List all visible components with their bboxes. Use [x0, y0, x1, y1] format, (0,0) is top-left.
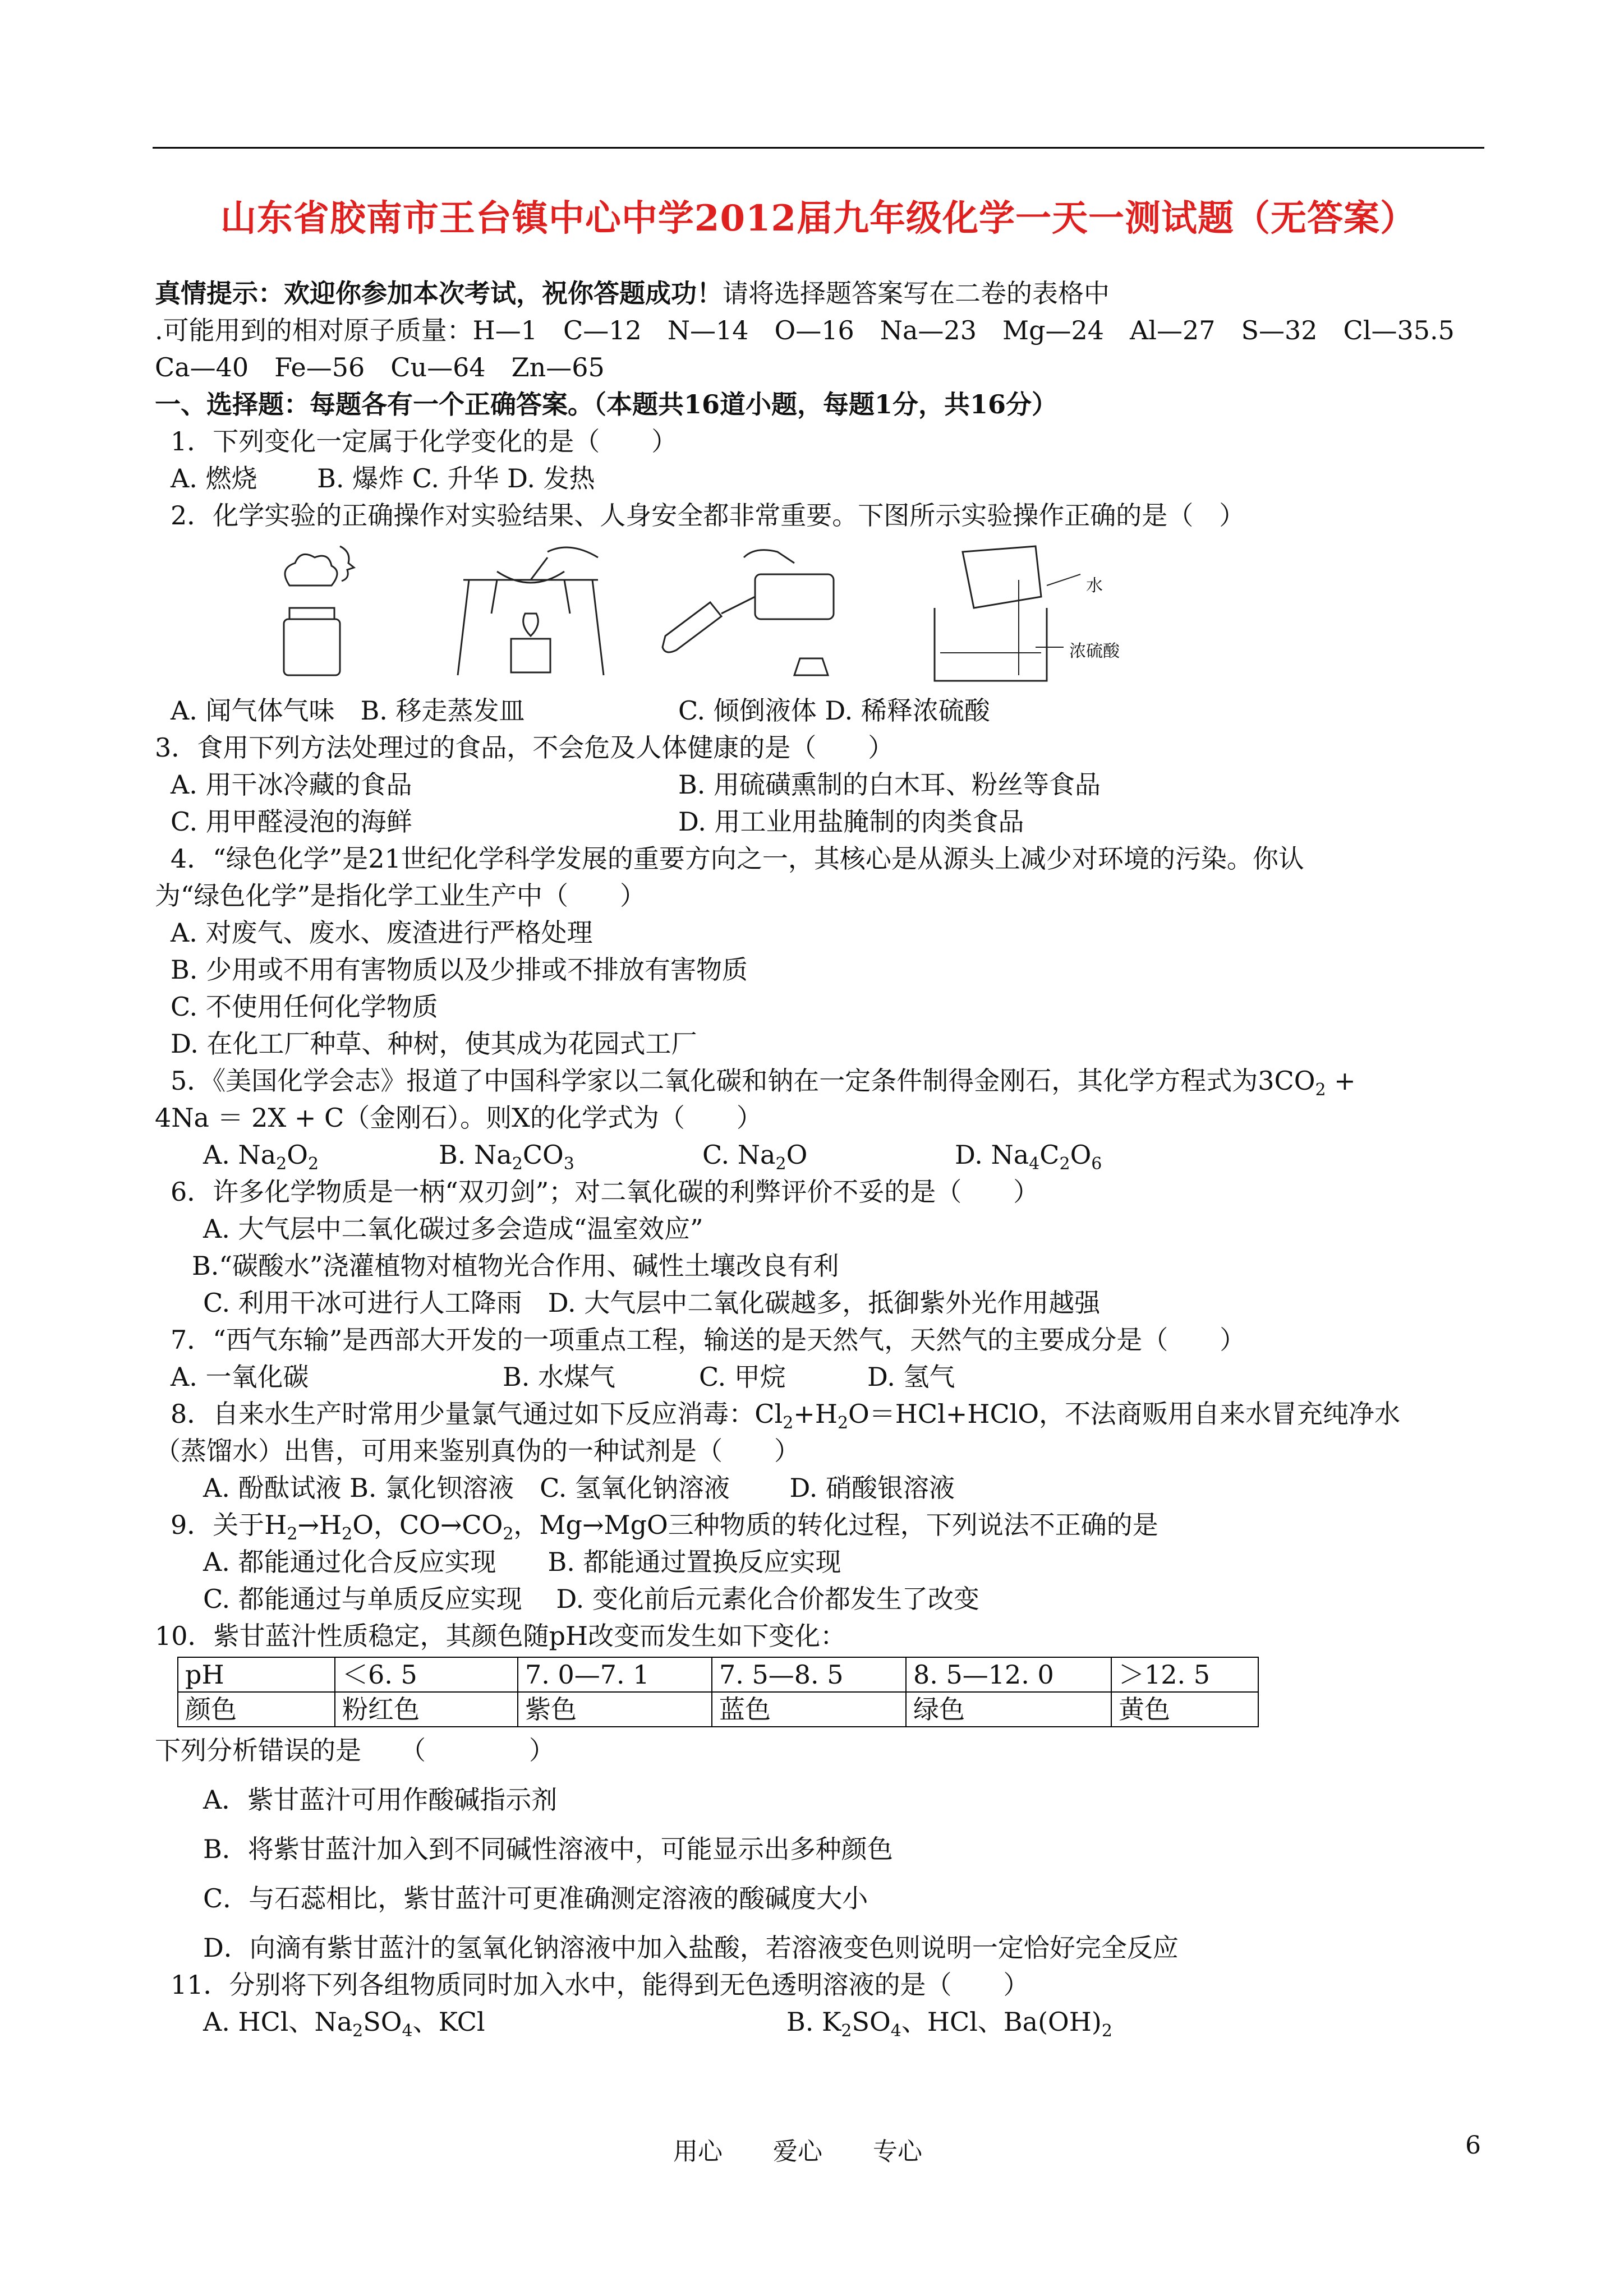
question-11-stem: 11．分别将下列各组物质同时加入水中，能得到无色透明溶液的是（ ）	[171, 1970, 1029, 2000]
atomic-mass-line-1: .可能用到的相对原子质量：H—1 C—12 N—14 O—16 Na—23 Mg—24 Al—27 S—32 Cl—35.5	[155, 315, 1455, 345]
question-2-stem: 2．化学实验的正确操作对实验结果、人身安全都非常重要。下图所示实验操作正确的是（ ）	[171, 500, 1245, 531]
question-11-options: A. HCl、$Na_2SO_4$、KCl B. $K_2SO_4$、HCl、$Ba(OH)_2$	[203, 2007, 1112, 2041]
question-1-options: A. 燃烧 B. 爆炸 C. 升华 D. 发热	[171, 463, 595, 494]
question-5-options: A. $Na_2O_2$ B. $Na_2CO_3$ C. $Na_2O$ D. $Na_4C_2O_6$	[203, 1140, 1102, 1174]
header-rule	[153, 147, 1484, 149]
figure-label-water: 水	[1086, 576, 1103, 596]
question-10-after: 下列分析错误的是 （ ）	[155, 1735, 555, 1765]
question-8-stem-1: 8．自来水生产时常用少量氯气通过如下反应消毒：$Cl_2+H_2O=HCl+HClO$，不法商贩用自来水冒充纯净水	[171, 1399, 1401, 1433]
question-1-stem: 1．下列变化一定属于化学变化的是（ ）	[171, 426, 678, 457]
pour-liquid-figure	[660, 541, 862, 686]
question-10-stem: 10．紫甘蓝汁性质稳定，其颜色随pH改变而发生如下变化：	[155, 1621, 846, 1651]
ph-color-table	[177, 1657, 1259, 1727]
section-heading: 一、选择题：每题各有一个正确答案。（本题共16道小题，每题1分，共16分）	[155, 389, 1058, 419]
question-3-options-ab: A. 用干冰冷藏的食品 B. 用硫磺熏制的白木耳、粉丝等食品	[171, 769, 1101, 800]
exam-content	[155, 275, 1484, 2040]
question-9-stem: 9．关于$H_2\to H_2O$，$CO\to CO_2$，Mg→MgO三种物质的转化过程，下列说法不正确的是	[171, 1510, 1158, 1545]
question-4-option-b: B. 少用或不用有害物质以及少排或不排放有害物质	[171, 955, 748, 985]
question-7-stem: 7．“西气东输”是西部大开发的一项重点工程，输送的是天然气，天然气的主要成分是（ ）	[171, 1325, 1246, 1355]
atomic-mass-line-2: Ca—40 Fe—56 Cu—64 Zn—65	[155, 352, 605, 382]
question-8-options: A. 酚酞试液 B. 氯化钡溶液 C. 氢氧化钠溶液 D. 硝酸银溶液	[203, 1473, 955, 1503]
intro-hint: 真情提示：欢迎你参加本次考试，祝你答题成功！请将选择题答案写在二卷的表格中	[155, 278, 1110, 308]
question-6-options-cd: C. 利用干冰可进行人工降雨 D. 大气层中二氧化碳越多，抵御紫外光作用越强	[203, 1288, 1101, 1318]
question-4-stem-1: 4．“绿色化学”是21世纪化学科学发展的重要方向之一，其核心是从源头上减少对环境的污染。你认	[171, 843, 1304, 874]
question-10-option-b: B．将紫甘蓝汁加入到不同碱性溶液中，可能显示出多种颜色	[203, 1834, 893, 1864]
lab-figures	[155, 541, 1484, 686]
question-10-option-c: C．与石蕊相比，紫甘蓝汁可更准确测定溶液的酸碱度大小	[203, 1883, 868, 1914]
question-10-option-d: D．向滴有紫甘蓝汁的氢氧化钠溶液中加入盐酸，若溶液变色则说明一定恰好完全反应	[203, 1933, 1179, 1963]
question-6-stem: 6．许多化学物质是一柄“双刃剑”；对二氧化碳的利弊评价不妥的是（ ）	[171, 1177, 1039, 1207]
page-number: 6	[1465, 2131, 1481, 2160]
question-4-option-a: A. 对废气、废水、废渣进行严格处理	[171, 918, 593, 948]
question-7-options: A. 一氧化碳 B. 水煤气 C. 甲烷 D. 氢气	[171, 1362, 955, 1392]
question-2-options: A. 闻气体气味 B. 移走蒸发皿 C. 倾倒液体 D. 稀释浓硫酸	[171, 695, 990, 726]
evaporating-dish-figure	[447, 541, 615, 681]
question-9-options-cd: C. 都能通过与单质反应实现 D. 变化前后元素化合价都发生了改变	[203, 1584, 979, 1614]
question-6-option-a: A. 大气层中二氧化碳过多会造成“温室效应”	[203, 1214, 703, 1244]
question-10-option-a: A．紫甘蓝汁可用作酸碱指示剂	[203, 1785, 558, 1815]
smell-gas-figure	[267, 541, 374, 681]
question-4-option-d: D. 在化工厂种草、种树，使其成为花园式工厂	[171, 1029, 697, 1059]
question-4-option-c: C. 不使用任何化学物质	[171, 992, 438, 1022]
question-6-option-b: B.“碳酸水”浇灌植物对植物光合作用、碱性土壤改良有利	[192, 1251, 839, 1281]
question-5-stem-2: 4Na ＝ 2X + C（金刚石）。则X的化学式为（ ）	[155, 1103, 762, 1133]
figure-label-acid: 浓硫酸	[1069, 642, 1120, 661]
question-9-options-ab: A. 都能通过化合反应实现 B. 都能通过置换反应实现	[203, 1547, 841, 1577]
question-5-stem-1: 5．《美国化学会志》报道了中国科学家以二氧化碳和钠在一定条件制得金刚石，其化学方程式为$3CO_2$ +	[171, 1066, 1356, 1100]
question-4-stem-2: 为“绿色化学”是指化学工业生产中（ ）	[155, 880, 646, 911]
question-3-options-cd: C. 用甲醛浸泡的海鲜 D. 用工业用盐腌制的肉类食品	[171, 806, 1024, 837]
question-3-stem: 3．食用下列方法处理过的食品，不会危及人体健康的是（ ）	[155, 732, 894, 763]
page-footer: 用心 爱心 专心	[673, 2137, 922, 2166]
question-8-stem-2: （蒸馏水）出售，可用来鉴别真伪的一种试剂是（ ）	[155, 1436, 800, 1466]
table-row: pH ＜6. 5 7. 0—7. 1 7. 5—8. 5 8. 5—12. 0 ＞12. 5	[178, 1657, 1258, 1692]
table-row: 颜色 粉红色 紫色 蓝色 绿色 黄色	[178, 1692, 1258, 1727]
page-title: 山东省胶南市王台镇中心中学2012届九年级化学一天一测试题（无答案）	[220, 197, 1417, 239]
